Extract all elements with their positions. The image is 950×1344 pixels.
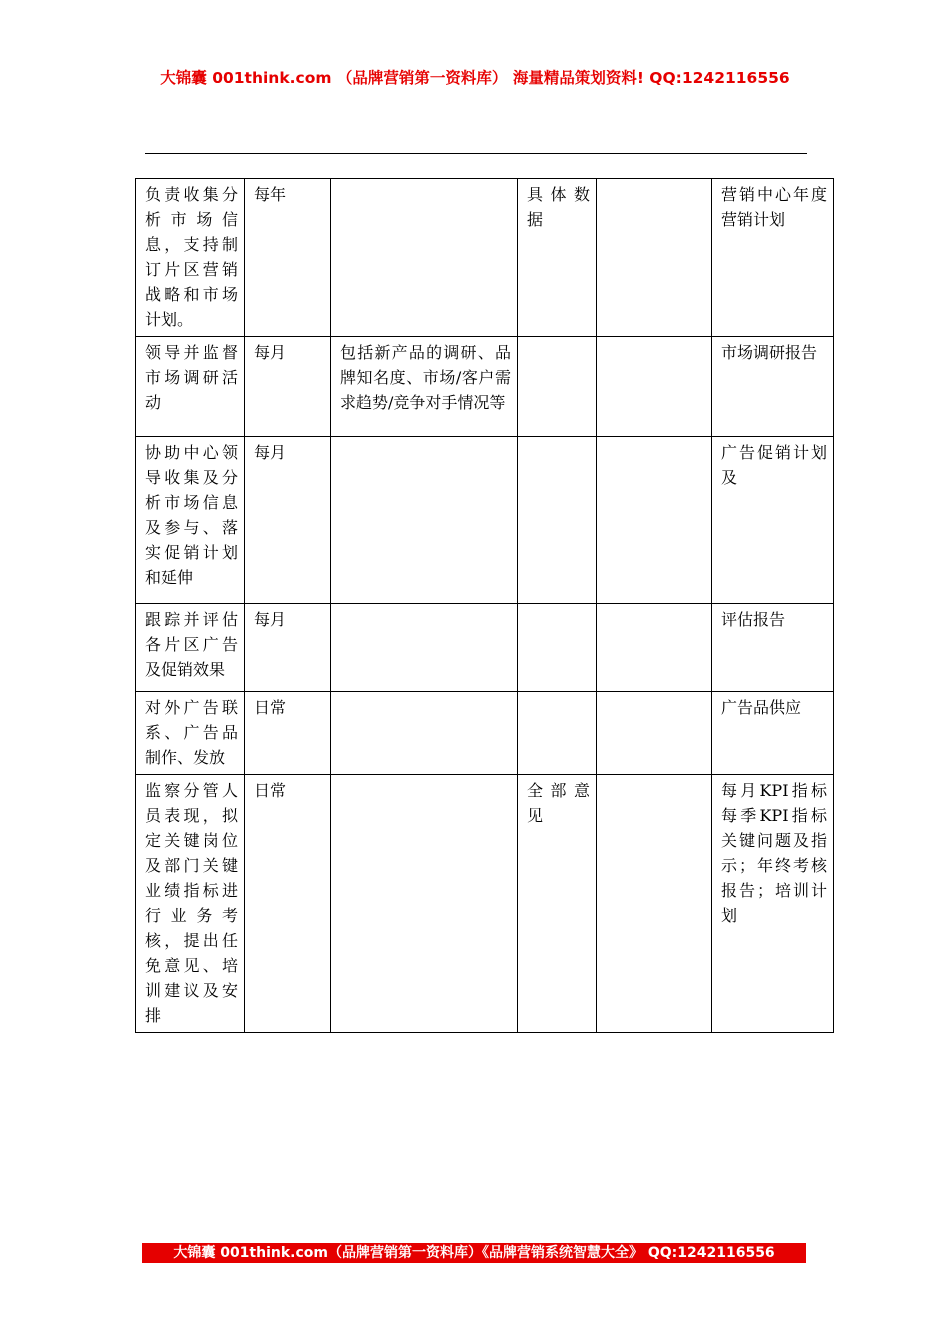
table-row <box>136 179 834 337</box>
responsibility-cell: 跟踪并评估各片区广告及促销效果 <box>136 604 245 692</box>
frequency-cell: 每年 <box>245 179 331 337</box>
blank-cell <box>597 437 712 604</box>
table-row <box>136 337 834 437</box>
table-row <box>136 604 834 692</box>
output-cell: 评估报告 <box>712 604 834 692</box>
table-row <box>136 775 834 1033</box>
frequency-cell: 日常 <box>245 775 331 1033</box>
output-cell: 广告促销计划及 <box>712 437 834 604</box>
content-cell <box>331 775 518 1033</box>
table-row <box>136 437 834 604</box>
output-cell: 广告品供应 <box>712 692 834 775</box>
responsibility-cell: 对外广告联系、广告品制作、发放 <box>136 692 245 775</box>
data-source-cell <box>518 337 597 437</box>
blank-cell <box>597 337 712 437</box>
data-source-cell: 具体数据 <box>518 179 597 337</box>
data-source-cell: 全部意见 <box>518 775 597 1033</box>
frequency-cell: 每月 <box>245 337 331 437</box>
responsibility-cell: 协助中心领导收集及分析市场信息及参与、落实促销计划和延伸 <box>136 437 245 604</box>
data-source-cell <box>518 692 597 775</box>
blank-cell <box>597 775 712 1033</box>
frequency-cell: 每月 <box>245 604 331 692</box>
output-cell: 市场调研报告 <box>712 337 834 437</box>
data-source-cell <box>518 437 597 604</box>
responsibility-cell: 负责收集分析市场信息，支持制订片区营销战略和市场计划。 <box>136 179 245 337</box>
page-header-banner: 大锦囊 001think.com （品牌营销第一资料库） 海量精品策划资料! QQ:1242116556 <box>160 69 790 87</box>
blank-cell <box>597 179 712 337</box>
frequency-cell: 每月 <box>245 437 331 604</box>
page-footer-banner: 大锦囊 001think.com（品牌营销第一资料库）《品牌营销系统智慧大全》 QQ:1242116556 <box>142 1243 806 1263</box>
content-cell <box>331 604 518 692</box>
output-cell: 每月KPI指标每季KPI指标关键问题及指示；年终考核报告；培训计划 <box>712 775 834 1033</box>
blank-cell <box>597 692 712 775</box>
header-divider <box>145 153 807 154</box>
output-cell: 营销中心年度营销计划 <box>712 179 834 337</box>
content-cell <box>331 692 518 775</box>
table-row <box>136 692 834 775</box>
responsibility-table <box>135 178 834 1033</box>
frequency-cell: 日常 <box>245 692 331 775</box>
data-source-cell <box>518 604 597 692</box>
responsibility-cell: 领导并监督市场调研活动 <box>136 337 245 437</box>
blank-cell <box>597 604 712 692</box>
responsibility-cell: 监察分管人员表现，拟定关键岗位及部门关键业绩指标进行业务考核，提出任免意见、培训建议及安排 <box>136 775 245 1033</box>
content-cell: 包括新产品的调研、品牌知名度、市场/客户需求趋势/竞争对手情况等 <box>331 337 518 437</box>
content-cell <box>331 179 518 337</box>
content-cell <box>331 437 518 604</box>
